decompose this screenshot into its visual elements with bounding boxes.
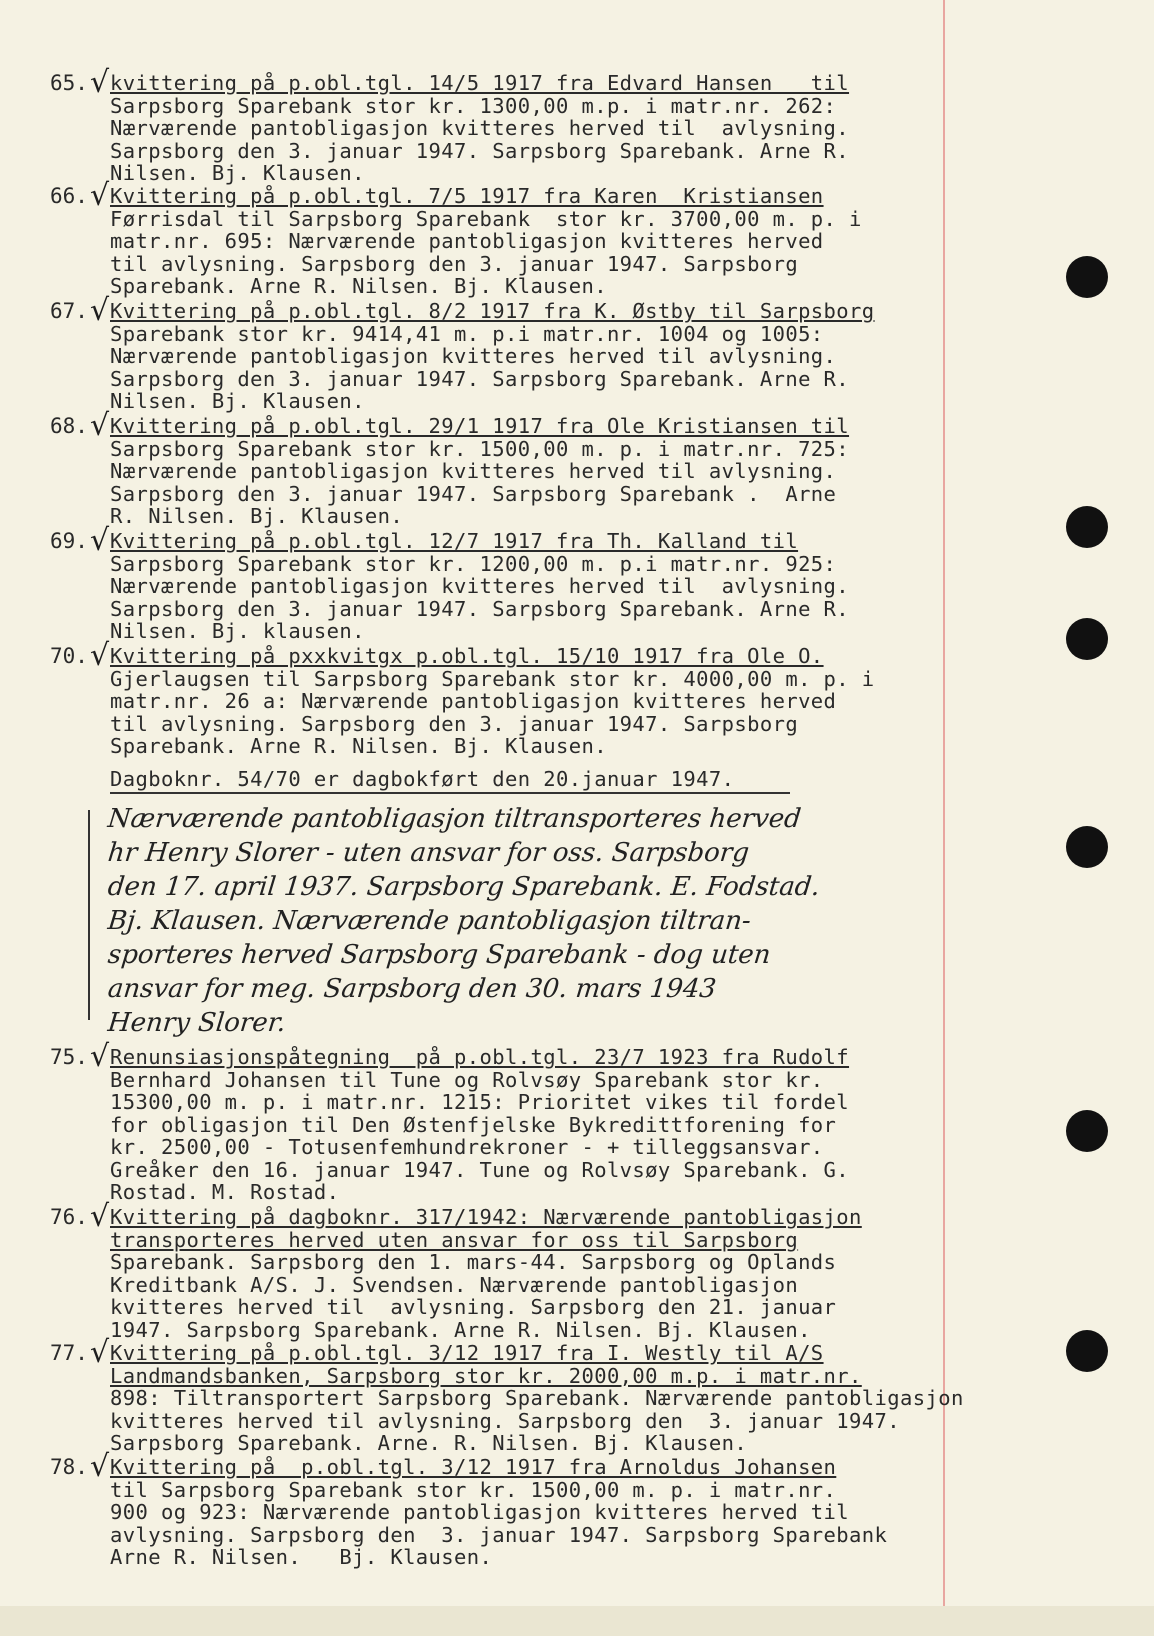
entry-line: for obligasjon til Den Østenfjelske Bykredittforening for [110, 1112, 837, 1137]
check-mark-icon: √ [90, 293, 110, 328]
entry-line: Kvittering på p.obl.tgl. 29/1 1917 fra Ole Kristiansen til [110, 414, 850, 438]
entry-text [110, 1342, 990, 1455]
entry-line: 1947. Sarpsborg Sparebank. Arne R. Nilsen. Bj. Klausen. [110, 1317, 811, 1342]
entry-line: Arne R. Nilsen. Bj. Klausen. [110, 1545, 493, 1569]
punch-hole [1066, 826, 1108, 868]
handwritten-line: hr Henry Slorer - uten ansvar for oss. Sarpsborg [106, 838, 751, 868]
entry-line: Kvittering på pxxkvitgx p.obl.tgl. 15/10 1917 fra Ole O. [110, 644, 824, 668]
entry-line: Nærværende pantobligasjon kvitteres herved til avlysning. [110, 116, 850, 140]
entry-line: Kvittering på p.obl.tgl. 3/12 1917 fra I. Westly til A/S [110, 1341, 824, 1365]
entry-line: kvitteres herved til avlysning. Sarpsborg den 3. januar 1947. [110, 1408, 901, 1433]
entry-number: 69. [50, 529, 88, 553]
entry-text [110, 1046, 990, 1204]
entry-line: Sarpsborg Sparebank stor kr. 1300,00 m.p. i matr.nr. 262: [110, 93, 837, 118]
entry-line: til Sarpsborg Sparebank stor kr. 1500,00 m. p. i matr.nr. [110, 1477, 837, 1502]
entry-text [110, 415, 990, 528]
entry-line: 900 og 923: Nærværende pantobligasjon kvitteres herved til [110, 1500, 850, 1524]
entry-line: Nærværende pantobligasjon kvitteres herved til avlysning. [110, 574, 850, 598]
entry-line: transporteres herved uten ansvar for oss til Sarpsborg [110, 1227, 799, 1252]
entry-number: 67. [50, 299, 88, 323]
entry-line: til avlysning. Sarpsborg den 3. januar 1947. Sarpsborg [110, 711, 799, 736]
bracket-line [88, 810, 90, 1020]
punch-hole [1066, 256, 1108, 298]
entry-line: kvitteres herved til avlysning. Sarpsborg den 21. januar [110, 1295, 837, 1319]
entry-line: matr.nr. 26 a: Nærværende pantobligasjon kvitteres herved [110, 689, 837, 713]
entry-line: Sarpsborg Sparebank stor kr. 1200,00 m. p.i matr.nr. 925: [110, 551, 837, 576]
entry-line: Sarpsborg den 3. januar 1947. Sarpsborg Sparebank . Arne [110, 481, 837, 506]
entry-line: Kvittering på p.obl.tgl. 12/7 1917 fra Th. Kalland til [110, 529, 799, 553]
handwritten-note [88, 800, 948, 1040]
entry-line: matr.nr. 695: Nærværende pantobligasjon kvitteres herved [110, 229, 824, 253]
entry-text [110, 185, 990, 298]
divider [110, 792, 790, 794]
check-mark-icon: √ [90, 638, 110, 673]
check-mark-icon: √ [90, 1199, 110, 1234]
page-edge [0, 1606, 1154, 1636]
handwritten-line: Bj. Klausen. Nærværende pantobligasjon tiltran- [106, 906, 753, 936]
entry-line: Sarpsborg Sparebank. Arne. R. Nilsen. Bj. Klausen. [110, 1431, 748, 1455]
entry-line: kvittering på p.obl.tgl. 14/5 1917 fra Edvard Hansen til [110, 71, 850, 95]
entry-line: Kreditbank A/S. J. Svendsen. Nærværende pantobligasjon [110, 1272, 799, 1297]
entry-line: 898: Tiltransportert Sarpsborg Sparebank. Nærværende pantobligasjon [110, 1386, 964, 1410]
entry-line: Førrisdal til Sarpsborg Sparebank stor kr. 3700,00 m. p. i [110, 206, 862, 231]
entry-number: 77. [50, 1341, 88, 1365]
check-mark-icon: √ [90, 1039, 110, 1074]
handwritten-line: den 17. april 1937. Sarpsborg Sparebank. E. Fodstad. [106, 872, 822, 902]
entry-text [110, 530, 990, 643]
entry-line: til avlysning. Sarpsborg den 3. januar 1947. Sarpsborg [110, 251, 799, 276]
check-mark-icon: √ [90, 65, 110, 100]
entry-line: Sparebank. Arne R. Nilsen. Bj. Klausen. [110, 274, 607, 298]
handwritten-line: ansvar for meg. Sarpsborg den 30. mars 1943 [106, 974, 718, 1004]
entry-line: Greåker den 16. januar 1947. Tune og Rolvsøy Sparebank. G. [110, 1157, 850, 1182]
entry-line: Renunsiasjonspåtegning på p.obl.tgl. 23/7 1923 fra Rudolf [110, 1045, 850, 1069]
entry-line: Nilsen. Bj. Klausen. [110, 389, 365, 413]
check-mark-icon: √ [90, 1335, 110, 1370]
entry-number: 66. [50, 184, 88, 208]
entry-line: 15300,00 m. p. i matr.nr. 1215: Prioritet vikes til fordel [110, 1090, 850, 1114]
entry-line: avlysning. Sarpsborg den 3. januar 1947. Sarpsborg Sparebank [110, 1522, 888, 1547]
entry-line: Sparebank. Arne R. Nilsen. Bj. Klausen. [110, 734, 607, 758]
entry-text [110, 645, 990, 758]
entry-line: Bernhard Johansen til Tune og Rolvsøy Sparebank stor kr. [110, 1067, 824, 1092]
entry-line: Kvittering på dagboknr. 317/1942: Nærværende pantobligasjon [110, 1205, 862, 1229]
entry-line: Sarpsborg den 3. januar 1947. Sarpsborg Sparebank. Arne R. [110, 138, 850, 163]
entry-line: Nærværende pantobligasjon kvitteres herved til avlysning. [110, 459, 837, 483]
entry-line: Kvittering på p.obl.tgl. 8/2 1917 fra K. Østby til Sarpsborg [110, 299, 875, 323]
entry-line: Kvittering på p.obl.tgl. 7/5 1917 fra Karen Kristiansen [110, 184, 824, 208]
entry-number: 70. [50, 644, 88, 668]
entry-line: Kvittering på p.obl.tgl. 3/12 1917 fra Arnoldus Johansen [110, 1455, 837, 1479]
punch-hole [1066, 1330, 1108, 1372]
punch-hole [1066, 506, 1108, 548]
check-mark-icon: √ [90, 1449, 110, 1484]
entry-line: kr. 2500,00 - Totusenfemhundrekroner - + tilleggsansvar. [110, 1135, 824, 1159]
punch-hole [1066, 1110, 1108, 1152]
entry-line: Rostad. M. Rostad. [110, 1180, 340, 1204]
entry-number: 78. [50, 1455, 88, 1479]
entry-line: Gjerlaugsen til Sarpsborg Sparebank stor kr. 4000,00 m. p. i [110, 666, 875, 691]
check-mark-icon: √ [90, 523, 110, 558]
entry-line: Sparebank. Sarpsborg den 1. mars-44. Sarpsborg og Oplands [110, 1250, 837, 1274]
entry-number: 68. [50, 414, 88, 438]
entry-line: Sarpsborg den 3. januar 1947. Sarpsborg Sparebank. Arne R. [110, 366, 850, 391]
entry-line: Sarpsborg Sparebank stor kr. 1500,00 m. p. i matr.nr. 725: [110, 436, 850, 461]
entry-number: 76. [50, 1205, 88, 1229]
entry-line: Nilsen. Bj. klausen. [110, 619, 365, 643]
entry-text [110, 72, 990, 185]
entry-text [110, 1456, 990, 1569]
check-mark-icon: √ [90, 408, 110, 443]
dagbok-note: Dagboknr. 54/70 er dagbokført den 20.januar 1947. [110, 767, 735, 791]
entry-text [110, 1206, 990, 1341]
handwritten-line: sporteres herved Sarpsborg Sparebank - dog uten [106, 940, 773, 970]
entry-line: Sparebank stor kr. 9414,41 m. p.i matr.nr. 1004 og 1005: [110, 321, 824, 346]
entry-line: Sarpsborg den 3. januar 1947. Sarpsborg Sparebank. Arne R. [110, 596, 850, 621]
entry-number: 65. [50, 71, 88, 95]
entry-text [110, 300, 990, 413]
handwritten-line: Nærværende pantobligasjon tiltransporteres herved [106, 804, 803, 834]
entry-line: R. Nilsen. Bj. Klausen. [110, 504, 404, 528]
punch-hole [1066, 618, 1108, 660]
entry-line: Nilsen. Bj. Klausen. [110, 161, 365, 185]
entry-line: Landmandsbanken, Sarpsborg stor kr. 2000,00 m.p. i matr.nr. [110, 1363, 862, 1388]
entry-number: 75. [50, 1045, 88, 1069]
handwritten-line: Henry Slorer. [106, 1008, 288, 1038]
entry-line: Nærværende pantobligasjon kvitteres herved til avlysning. [110, 344, 837, 368]
check-mark-icon: √ [90, 178, 110, 213]
